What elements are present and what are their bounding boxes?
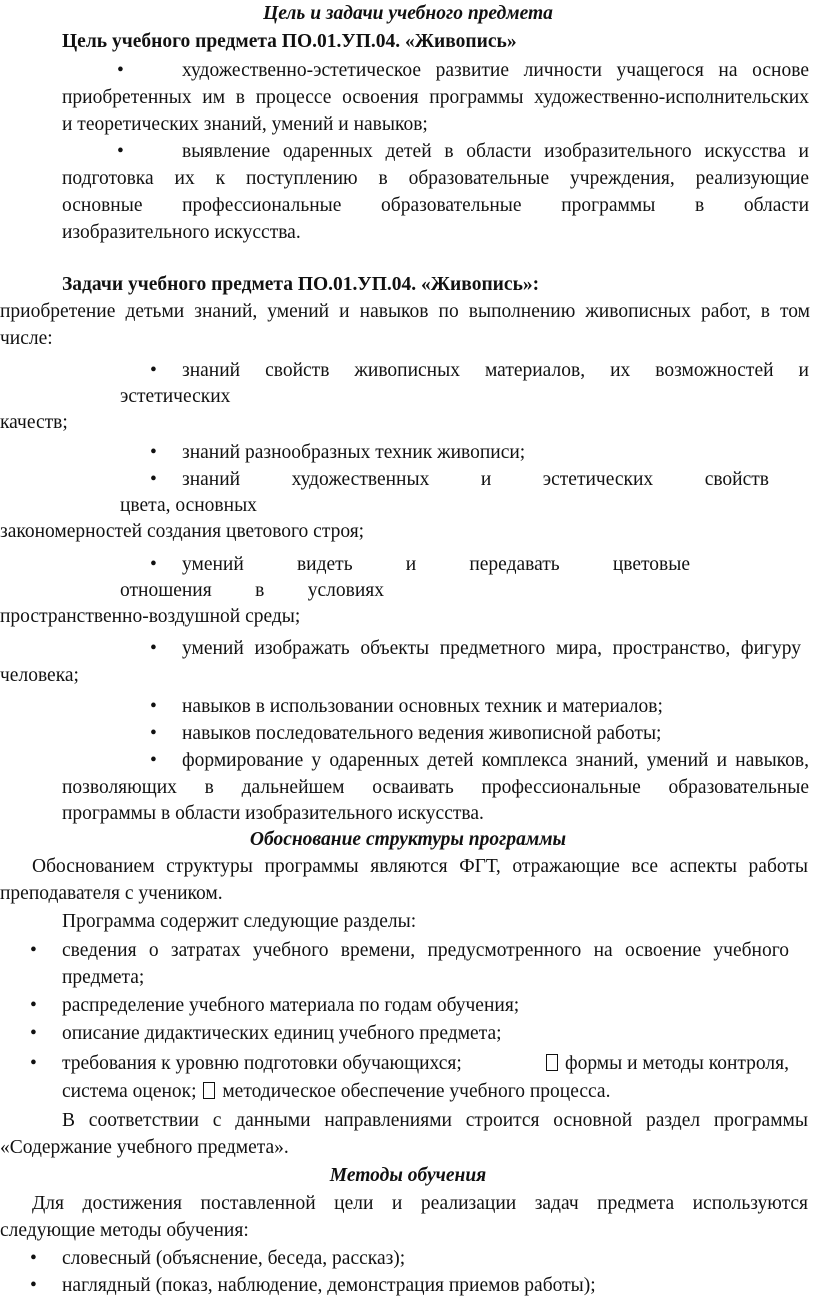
bullet-icon: • xyxy=(30,1275,37,1296)
bullet-icon: • xyxy=(150,723,157,744)
section-item-4-line-1 xyxy=(62,1054,789,1074)
bullet-icon: • xyxy=(30,1248,37,1269)
section-item-1-line-2: предмета; xyxy=(62,967,145,988)
task-item-3-line-3: закономерностей создания цветового строя; xyxy=(0,521,365,542)
bullet-icon: • xyxy=(150,554,157,575)
structure-heading: Обоснование структуры программы xyxy=(249,829,567,850)
task-item-5-line-1: умений изображать объекты предметного мира, пространство, фигуру xyxy=(182,638,801,659)
bullet-icon: • xyxy=(150,360,157,381)
task-item-8-line-3: программы в области изобразительного искусства. xyxy=(62,803,484,824)
bullet-icon: • xyxy=(150,638,157,659)
task-item-4-line-2: отношения в условиях xyxy=(120,580,384,601)
conclusion-line-2: «Содержание учебного предмета». xyxy=(0,1137,289,1158)
methods-heading: Методы обучения xyxy=(329,1165,487,1186)
bullet-icon: • xyxy=(150,750,157,771)
section-item-3-line-1: описание дидактических единиц учебного предмета; xyxy=(62,1023,502,1044)
goal-item-1-line-1: художественно-эстетическое развитие личности учащегося на основе xyxy=(182,60,809,81)
section-item-4-part-d: методическое обеспечение учебного процесса. xyxy=(222,1081,611,1102)
task-item-2-line-1: знаний разнообразных техник живописи; xyxy=(182,442,526,463)
bullet-icon: • xyxy=(117,141,124,162)
task-item-4-line-3: пространственно-воздушной среды; xyxy=(0,606,301,627)
sections-intro: Программа содержит следующие разделы: xyxy=(62,911,417,932)
box-icon xyxy=(203,1082,215,1099)
task-item-5-line-2: человека; xyxy=(0,665,79,686)
goal-item-2-line-4: изобразительного искусства. xyxy=(62,222,301,243)
method-item-2: наглядный (показ, наблюдение, демонстрация приемов работы); xyxy=(62,1275,596,1296)
bullet-icon: • xyxy=(150,696,157,717)
tasks-intro-line-1: приобретение детьми знаний, умений и навыков по выполнению живописных работ, в том xyxy=(0,301,810,322)
tasks-heading: Задачи учебного предмета ПО.01.УП.04. «Живопись»: xyxy=(62,274,540,295)
goal-heading: Цель учебного предмета ПО.01.УП.04. «Живопись» xyxy=(62,31,517,52)
task-item-3-line-1: знаний художественных и эстетических свойств xyxy=(182,469,769,490)
task-item-8-line-2: позволяющих в дальнейшем осваивать профессиональные образовательные xyxy=(62,777,809,798)
section-item-2-line-1: распределение учебного материала по годам обучения; xyxy=(62,995,520,1016)
tasks-intro-line-2: числе: xyxy=(0,328,53,349)
document-title: Цель и задачи учебного предмета xyxy=(263,3,553,24)
box-icon xyxy=(546,1054,558,1071)
methods-para-line-2: следующие методы обучения: xyxy=(0,1220,249,1241)
goal-item-2-line-2: подготовка их к поступлению в образовательные учреждения, реализующие xyxy=(62,168,809,189)
bullet-icon: • xyxy=(30,995,37,1016)
task-item-6-line-1: навыков в использовании основных техник и материалов; xyxy=(182,696,663,717)
structure-para-line-2: преподавателя с учеником. xyxy=(0,883,223,904)
task-item-3-line-2: цвета, основных xyxy=(120,495,257,516)
bullet-icon: • xyxy=(150,442,157,463)
section-item-4-part-b xyxy=(544,1054,789,1074)
section-item-4-part-b-text: формы и методы контроля, xyxy=(564,1053,789,1074)
bullet-icon: • xyxy=(30,940,37,961)
goal-item-2-line-1: выявление одаренных детей в области изобразительного искусства и xyxy=(182,141,809,162)
methods-para-line-1: Для достижения поставленной цели и реализации задач предмета используются xyxy=(32,1193,808,1214)
task-item-8-line-1: формирование у одаренных детей комплекса знаний, умений и навыков, xyxy=(182,750,809,771)
method-item-1: словесный (объяснение, беседа, рассказ); xyxy=(62,1248,406,1269)
goal-item-1-line-2: приобретенных им в процессе освоения программы художественно-исполнительских xyxy=(62,87,809,108)
structure-para-line-1: Обоснованием структуры программы являются ФГТ, отражающие все аспекты работы xyxy=(32,856,808,877)
bullet-icon: • xyxy=(30,1023,37,1044)
bullet-icon: • xyxy=(150,469,157,490)
task-item-4-line-1: умений видеть и передавать цветовые xyxy=(182,554,690,575)
section-item-4-line-2 xyxy=(62,1082,610,1102)
goal-item-1-line-3: и теоретических знаний, умений и навыков; xyxy=(62,114,428,135)
section-item-4-part-a: требования к уровню подготовки обучающихся; xyxy=(62,1053,462,1074)
section-item-1-line-1: сведения о затратах учебного времени, предусмотренного на освоение учебного xyxy=(62,940,789,961)
conclusion-line-1: В соответствии с данными направлениями строится основной раздел программы xyxy=(62,1110,808,1131)
task-item-7-line-1: навыков последовательного ведения живописной работы; xyxy=(182,723,662,744)
task-item-1-line-3: качеств; xyxy=(0,412,68,433)
bullet-icon: • xyxy=(30,1053,37,1074)
task-item-1-line-1: знаний свойств живописных материалов, их возможностей и xyxy=(182,360,809,381)
goal-item-2-line-3: основные профессиональные образовательные программы в области xyxy=(62,195,809,216)
task-item-1-line-2: эстетических xyxy=(120,386,231,407)
section-item-4-part-c: система оценок; xyxy=(62,1081,197,1102)
bullet-icon: • xyxy=(117,60,124,81)
